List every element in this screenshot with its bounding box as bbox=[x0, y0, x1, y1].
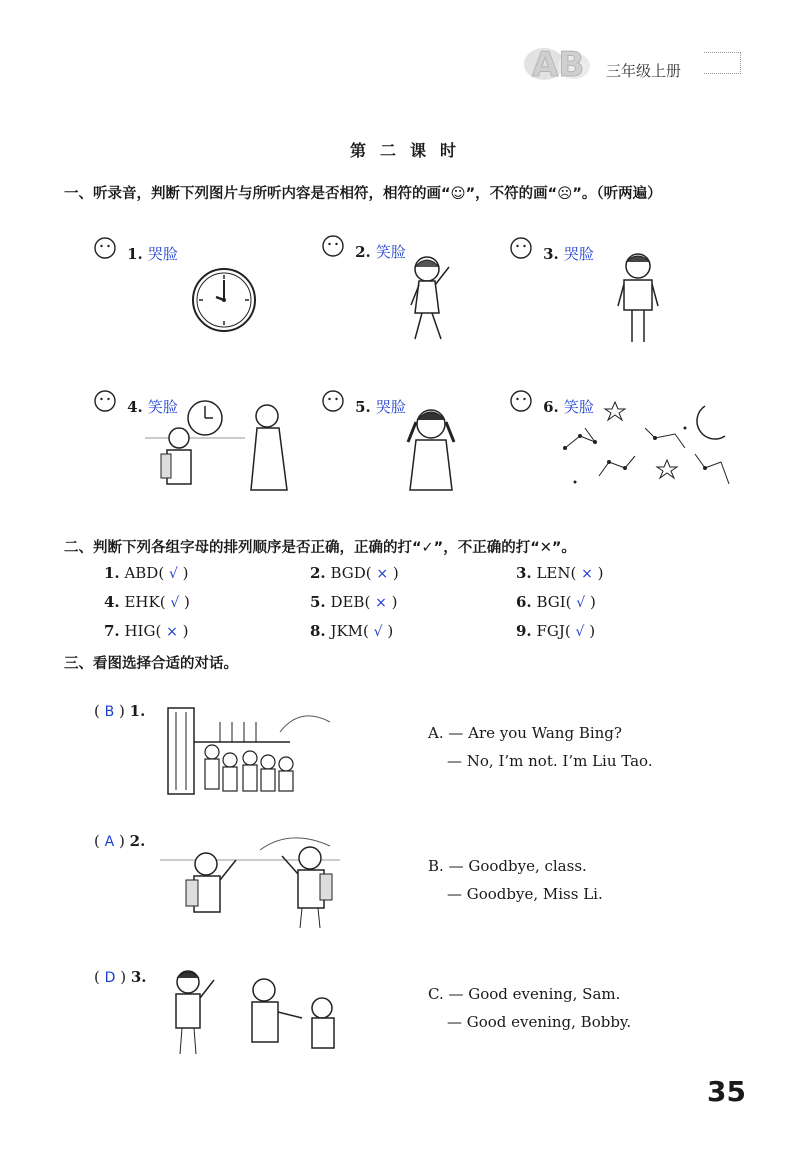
item-number: 5. bbox=[310, 593, 326, 611]
close-paren: ) bbox=[119, 702, 125, 720]
item-number: 1. bbox=[127, 245, 143, 263]
item-number: 1. bbox=[104, 564, 120, 582]
dialog-line: — Good evening, Bobby. bbox=[447, 1013, 632, 1031]
item-number: 9. bbox=[516, 622, 532, 640]
section2-item-5 bbox=[310, 593, 397, 611]
open-paren: ( bbox=[94, 702, 100, 720]
answer-letter: B bbox=[104, 704, 115, 720]
close-paren: ) bbox=[387, 622, 394, 640]
answer-mark: √ bbox=[373, 624, 383, 640]
answer-mark: × bbox=[375, 595, 387, 611]
letters: ABD( bbox=[124, 564, 165, 582]
book-logo bbox=[522, 36, 602, 84]
grade-label: 三年级上册 bbox=[606, 62, 682, 80]
close-paren: ) bbox=[119, 832, 125, 850]
item-number: 2. bbox=[129, 832, 146, 850]
blank-face-icon bbox=[94, 237, 116, 259]
close-paren: ) bbox=[120, 968, 127, 986]
boys-waving-icon bbox=[160, 830, 340, 930]
header-decoration bbox=[704, 52, 741, 74]
item-number: 7. bbox=[104, 622, 120, 640]
clock-picture bbox=[190, 267, 258, 337]
section3-item-2 bbox=[94, 832, 145, 850]
answer-text: 哭脸 bbox=[563, 245, 594, 263]
two-boys-greeting-picture bbox=[160, 830, 340, 934]
answer-text: 哭脸 bbox=[147, 245, 178, 263]
letters: JKM( bbox=[330, 622, 369, 640]
close-paren: ) bbox=[182, 564, 189, 582]
answer-mark: √ bbox=[575, 624, 585, 640]
section2-item-6 bbox=[516, 593, 596, 611]
letters: LEN( bbox=[536, 564, 577, 582]
close-paren: ) bbox=[392, 564, 399, 582]
item-number: 3. bbox=[543, 245, 559, 263]
logo-text: AB bbox=[532, 45, 585, 85]
close-paren: ) bbox=[597, 564, 604, 582]
girl-waving-picture bbox=[405, 253, 457, 349]
dialog-line: — Goodbye, Miss Li. bbox=[447, 885, 603, 903]
dialog-line: — Good evening, Sam. bbox=[448, 985, 621, 1003]
answer-mark: × bbox=[581, 566, 593, 582]
item-number: 4. bbox=[104, 593, 120, 611]
section1-item-3 bbox=[510, 237, 594, 264]
children-introduction-picture bbox=[162, 962, 352, 1062]
girl-icon bbox=[405, 253, 457, 345]
item-number: 5. bbox=[355, 398, 371, 416]
letters: HIG( bbox=[124, 622, 162, 640]
answer-mark: × bbox=[166, 624, 178, 640]
section2-item-9 bbox=[516, 622, 595, 640]
boy-icon bbox=[614, 250, 662, 346]
answer-mark: √ bbox=[170, 595, 180, 611]
section3-item-3 bbox=[94, 968, 147, 986]
answer-mark: √ bbox=[576, 595, 586, 611]
item-number: 1. bbox=[129, 702, 146, 720]
answer-letter: A bbox=[104, 834, 115, 850]
item-number: 6. bbox=[516, 593, 532, 611]
open-paren: ( bbox=[94, 968, 100, 986]
dialog-option-a bbox=[428, 724, 653, 770]
section3-instruction: 三、看图选择合适的对话。 bbox=[64, 656, 238, 672]
letters: FGJ( bbox=[536, 622, 571, 640]
close-paren: ) bbox=[391, 593, 398, 611]
school-gate-icon bbox=[160, 702, 340, 798]
answer-mark: √ bbox=[168, 566, 178, 582]
moon-stars-icon bbox=[555, 398, 735, 494]
section2-item-4 bbox=[104, 593, 190, 611]
close-paren: ) bbox=[182, 622, 189, 640]
clock-icon bbox=[190, 267, 258, 333]
item-number: 3. bbox=[130, 968, 147, 986]
section1-item-5 bbox=[322, 390, 406, 417]
item-number: 4. bbox=[127, 398, 143, 416]
item-number: 8. bbox=[310, 622, 326, 640]
boy-teacher-morning-picture bbox=[145, 398, 305, 500]
letters: BGI( bbox=[536, 593, 572, 611]
section2-item-3 bbox=[516, 564, 604, 582]
dialog-line: — No, I’m not. I’m Liu Tao. bbox=[447, 752, 653, 770]
section1-instruction: 一、听录音，判断下列图片与所听内容是否相符，相符的画“☺”，不符的画“☹”。（听两遍） bbox=[64, 186, 662, 202]
letters: DEB( bbox=[330, 593, 371, 611]
section2-item-2 bbox=[310, 564, 399, 582]
children-meeting-icon bbox=[162, 962, 352, 1058]
dialog-label: B. bbox=[428, 857, 444, 875]
item-number: 3. bbox=[516, 564, 532, 582]
girl-portrait-picture bbox=[404, 400, 458, 496]
dialog-option-c bbox=[428, 985, 631, 1031]
item-number: 2. bbox=[310, 564, 326, 582]
open-paren: ( bbox=[94, 832, 100, 850]
section2-item-1 bbox=[104, 564, 189, 582]
section3-item-1 bbox=[94, 702, 145, 720]
letters: BGD( bbox=[330, 564, 372, 582]
item-number: 2. bbox=[355, 243, 371, 261]
section1-item-1 bbox=[94, 237, 178, 264]
close-paren: ) bbox=[590, 593, 596, 611]
school-gate-picture bbox=[160, 702, 340, 802]
close-paren: ) bbox=[184, 593, 190, 611]
blank-face-icon bbox=[322, 390, 344, 412]
blank-face-icon bbox=[510, 390, 532, 412]
answer-text: 笑脸 bbox=[563, 398, 594, 416]
lesson-title: 第二课时 bbox=[349, 141, 470, 160]
morning-scene-icon bbox=[145, 398, 305, 496]
answer-letter: D bbox=[104, 970, 116, 986]
blank-face-icon bbox=[94, 390, 116, 412]
page-number: 35 bbox=[707, 1075, 746, 1108]
section2-item-7 bbox=[104, 622, 188, 640]
item-number: 6. bbox=[543, 398, 559, 416]
section1-item-2 bbox=[322, 235, 406, 262]
dialog-line: — Goodbye, class. bbox=[448, 857, 587, 875]
boy-standing-picture bbox=[614, 250, 662, 350]
answer-text: 笑脸 bbox=[375, 243, 406, 261]
section2-item-8 bbox=[310, 622, 393, 640]
dialog-label: A. bbox=[428, 724, 444, 742]
blank-face-icon bbox=[510, 237, 532, 259]
answer-text: 笑脸 bbox=[147, 398, 178, 416]
answer-mark: × bbox=[376, 566, 389, 582]
section2-instruction: 二、判断下列各组字母的排列顺序是否正确，正确的打“✓”，不正确的打“✕”。 bbox=[64, 540, 576, 556]
dialog-option-b bbox=[428, 857, 603, 903]
dialog-label: C. bbox=[428, 985, 444, 1003]
letters: EHK( bbox=[124, 593, 166, 611]
girl-pigtails-icon bbox=[404, 400, 458, 492]
dialog-line: — Are you Wang Bing? bbox=[448, 724, 622, 742]
blank-face-icon bbox=[322, 235, 344, 257]
close-paren: ) bbox=[589, 622, 596, 640]
answer-text: 哭脸 bbox=[375, 398, 406, 416]
night-sky-picture bbox=[555, 398, 735, 498]
